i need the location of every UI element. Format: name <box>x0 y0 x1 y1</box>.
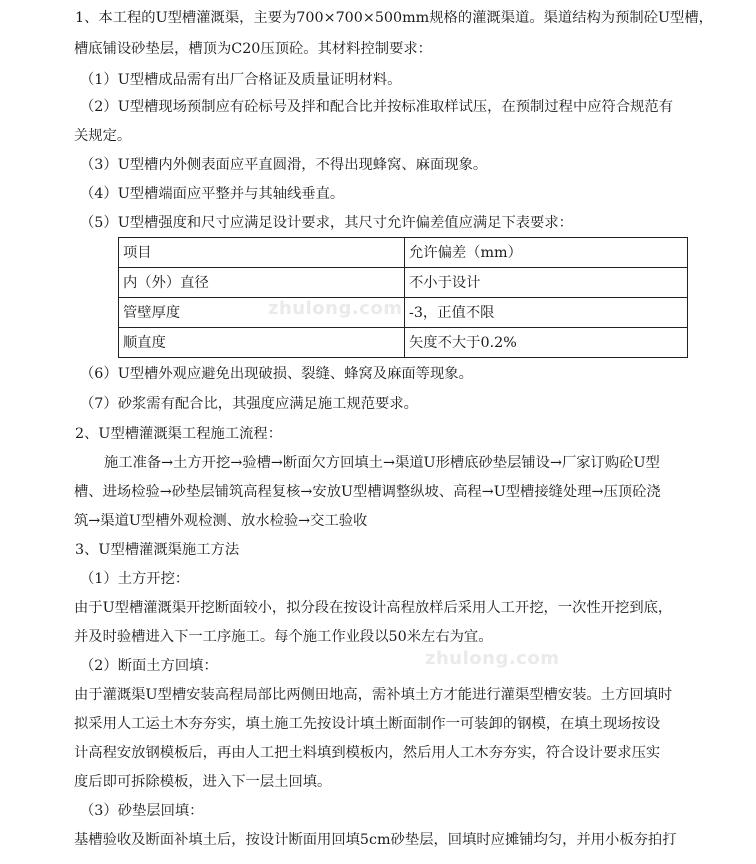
table-header-row <box>119 238 688 268</box>
section-2-heading: 2、U型槽灌溉渠工程施工流程： <box>75 426 283 442</box>
section-3-heading: 3、U型槽灌溉渠施工方法 <box>75 542 240 558</box>
watermark: zhulong.com <box>425 648 560 669</box>
flow-line-3: 筑→渠道U型槽外观检测、放水检验→交工验收 <box>74 513 368 529</box>
table-cell: 内（外）直径 <box>119 268 405 298</box>
method-1-heading: （1）土方开挖： <box>80 571 190 587</box>
table-row <box>119 268 688 298</box>
requirement-7: （7）砂浆需有配合比，其强度应满足施工规范要求。 <box>80 396 418 412</box>
requirement-2-line-1: （2）U型槽现场预制应有砼标号及拌和配合比并按标准取样试压，在预制过程中应符合规范有 <box>80 99 674 115</box>
table-cell: 管壁厚度 <box>119 298 405 328</box>
flow-line-2: 槽、进场检验→砂垫层铺筑高程复核→安放U型槽调整纵坡、高程→U型槽接缝处理→压顶砼浇 <box>74 484 661 500</box>
table-header-cell: 项目 <box>119 238 405 268</box>
table-row <box>119 328 688 358</box>
requirement-2-line-2: 关规定。 <box>74 128 132 144</box>
table-cell: 矢度不大于0.2% <box>405 328 688 358</box>
method-1-line-2: 并及时验槽进入下一工序施工。每个施工作业段以50米左右为宜。 <box>74 629 493 645</box>
table-header-cell: 允许偏差（mm） <box>405 238 688 268</box>
table-cell: 顺直度 <box>119 328 405 358</box>
table-row <box>119 298 688 328</box>
method-2-heading: （2）断面土方回填： <box>80 658 218 674</box>
section-1-text-line-1: 1、本工程的U型槽灌溉渠，主要为700×700×500mm规格的灌溉渠道。渠道结构为预制砼U型槽， <box>75 10 713 26</box>
tolerance-table <box>118 237 688 358</box>
table-cell: -3，正值不限 <box>405 298 688 328</box>
method-3-heading: （3）砂垫层回填： <box>80 803 204 819</box>
requirement-3: （3）U型槽内外侧表面应平直圆滑，不得出现蜂窝、麻面现象。 <box>80 157 488 173</box>
method-2-line-3: 计高程安放钢模板后，再由人工把土料填到模板内，然后用人工木夯夯实，符合设计要求压实 <box>74 745 661 761</box>
requirement-6: （6）U型槽外观应避免出现破损、裂缝、蜂窝及麻面等现象。 <box>80 366 473 382</box>
requirement-1: （1）U型槽成品需有出厂合格证及质量证明材料。 <box>80 72 402 88</box>
method-3-line-1: 基槽验收及断面补填土后，按设计断面用回填5cm砂垫层，回填时应摊铺均匀，并用小板夯拍打 <box>74 832 677 848</box>
flow-line-1: 施工准备→土方开挖→验槽→断面欠方回填土→渠道U形槽底砂垫层铺设→厂家订购砼U型 <box>104 455 660 471</box>
requirement-4: （4）U型槽端面应平整并与其轴线垂直。 <box>80 186 345 202</box>
watermark: zhulong.com <box>268 298 403 319</box>
method-2-line-4: 度后即可拆除模板，进入下一层土回填。 <box>74 774 332 790</box>
table-cell: 不小于设计 <box>405 268 688 298</box>
method-1-line-1: 由于U型槽灌溉渠开挖断面较小，拟分段在按设计高程放样后采用人工开挖，一次性开挖到底， <box>74 600 673 616</box>
section-1-text-line-2: 槽底铺设砂垫层，槽顶为C20压顶砼。其材料控制要求： <box>74 41 432 57</box>
method-2-line-2: 拟采用人工运土木夯夯实，填土施工先按设计填土断面制作一可装卸的钢模，在填土现场按设 <box>74 716 661 732</box>
requirement-5: （5）U型槽强度和尺寸应满足设计要求，其尺寸允许偏差值应满足下表要求： <box>80 215 573 231</box>
method-2-line-1: 由于灌溉渠U型槽安装高程局部比两侧田地高，需补填土方才能进行灌渠型槽安装。土方回填时 <box>74 687 673 703</box>
